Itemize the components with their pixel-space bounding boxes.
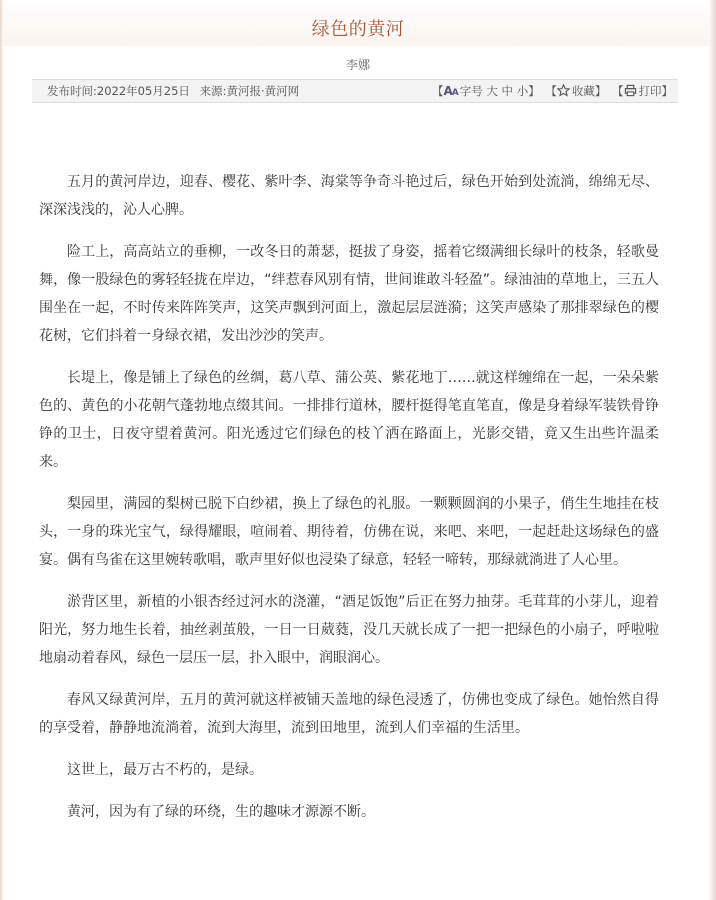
article-source: 来源:黄河报·黄河网 [199, 84, 300, 98]
article-tools [431, 83, 674, 99]
printer-icon [624, 84, 637, 97]
print-link[interactable]: 打印 [638, 84, 662, 98]
page-frame-right [708, 0, 716, 900]
article-paragraph: 淤背区里，新植的小银杏经过河水的浇灌，“酒足饭饱”后正在努力抽芽。毛茸茸的小芽儿，迎着阳光，努力地生长着，抽丝剥茧般，一日一日葳蕤，没几天就长成了一把一把绿色的小扇子，呼啦啦地扇动着春风，绿色一层压一层，扑入眼中，润眼润心。 [39, 594, 659, 666]
page-frame-left [0, 0, 4, 900]
article-body [39, 168, 659, 840]
article-paragraph: 春风又绿黄河岸，五月的黄河就这样被铺天盖地的绿色浸透了，仿佛也变成了绿色。她怡然自得的享受着，静静地流淌着，流到大海里，流到田地里，流到人们幸福的生活里。 [39, 692, 659, 736]
article-paragraph: 黄河，因为有了绿的环绕，生的趣味才源源不断。 [67, 804, 375, 820]
font-size-label: 字号 [459, 84, 483, 98]
article-title: 绿色的黄河 [311, 19, 405, 40]
article-paragraph: 五月的黄河岸边，迎春、樱花、紫叶李、海棠等争奇斗艳过后，绿色开始到处流淌，绵绵无尽、深深浅浅的，沁人心脾。 [39, 174, 659, 218]
article-author: 李娜 [345, 58, 370, 72]
publish-time: 发布时间:2022年05月25日 [47, 84, 190, 98]
article-paragraph: 梨园里，满园的梨树已脱下白纱裙，换上了绿色的礼服。一颗颗圆润的小果子，俏生生地挂在枝头，一身的珠光宝气，绿得耀眼，喧闹着、期待着，仿佛在说，来吧、来吧，一起赶赴这场绿色的盛宴。偶有鸟雀在这里婉转歌唱，歌声里好似也浸染了绿意，轻轻一啼转，那绿就淌进了人心里。 [39, 496, 659, 568]
font-size-icon: AA [443, 84, 458, 98]
article-meta-bar [32, 79, 678, 103]
font-size-tool: 【AA 字号 大 中 小】 [431, 84, 540, 98]
print-tool[interactable]: 【 打印】 [612, 84, 673, 98]
article-paragraph: 长堤上，像是铺上了绿色的丝绸，葛八草、蒲公英、紫花地丁……就这样缠绵在一起，一朵朵紫色的、黄色的小花朝气蓬勃地点缀其间。一排排行道林，腰杆挺得笔直笔直，像是身着绿军装铁骨铮铮的卫士，日夜守望着黄河。阳光透过它们绿色的枝丫洒在路面上，光影交错，竟又生出些许温柔来。 [39, 370, 659, 470]
favorite-tool[interactable]: 【 收藏】 [545, 84, 607, 98]
font-size-large-link[interactable]: 大 [486, 84, 498, 98]
font-size-medium-link[interactable]: 中 [501, 84, 514, 98]
font-size-small-link[interactable]: 小 [516, 84, 529, 98]
star-icon [557, 84, 570, 97]
favorite-link[interactable]: 收藏 [571, 84, 595, 98]
article-paragraph: 这世上，最万古不朽的，是绿。 [67, 762, 263, 778]
article-paragraph: 险工上，高高站立的垂柳，一改冬日的萧瑟，挺拔了身姿，摇着它缀满细长绿叶的枝条，轻歌曼舞，像一股绿色的雾轻轻拢在岸边，“绊惹春风别有情，世间谁敢斗轻盈”。绿油油的草地上，三五人围坐在一起，不时传来阵阵笑声，这笑声飘到河面上，激起层层涟漪；这笑声感染了那排翠绿色的樱花树，它们抖着一身绿衣裙，发出沙沙的笑声。 [39, 244, 659, 344]
meta-info [47, 83, 305, 99]
